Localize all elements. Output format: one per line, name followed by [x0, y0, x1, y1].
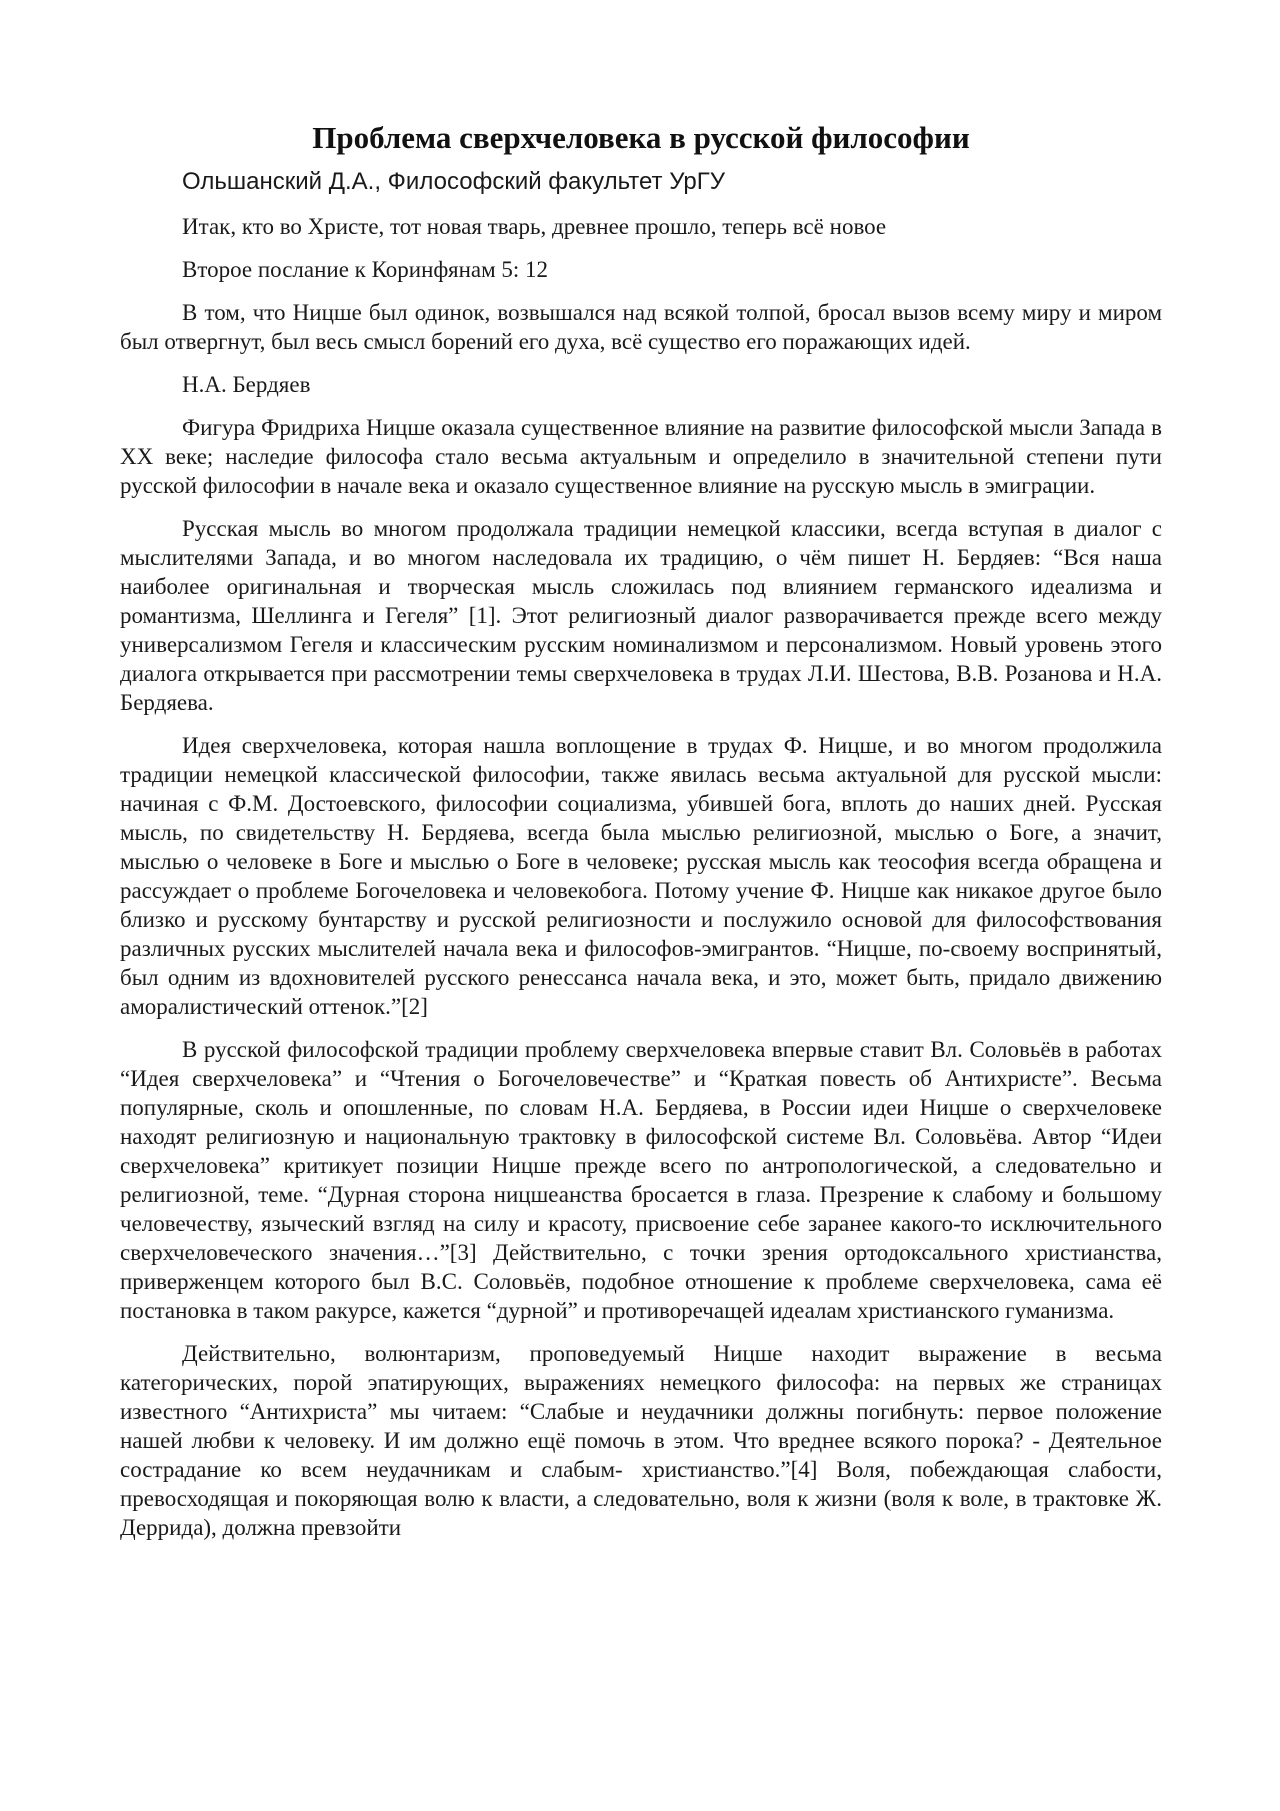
epigraph-quote-source: Н.А. Бердяев	[182, 372, 311, 397]
paragraph: Фигура Фридриха Ницше оказала существенное влияние на развитие философской мысли Запада в XX веке; наследие философа стало весьма актуальным и определило в значительной степени пути русской философии в начале века и оказало существенное влияние на русскую мысль в эмиграции.	[120, 415, 1162, 498]
epigraph-quote: В том, что Ницше был одинок, возвышался над всякой толпой, бросал вызов всему миру и миром был отвергнут, был весь смысл борений его духа, всё существо его поражающих идей.	[120, 300, 1162, 354]
paragraph: Действительно, волюнтаризм, проповедуемый Ницше находит выражение в весьма категорических, порой эпатирующих, выражениях немецкого философа: на первых же страницах известного “Антихриста” мы читаем: “Слабые и неудачники должны погибнуть: первое положение нашей любви к человеку. И им должно ещё помочь в этом. Что вреднее всякого порока? - Деятельное сострадание ко всем неудачникам и слабым- христианство.”[4] Воля, побеждающая слабости, превосходящая и покоряющая волю к власти, а следовательно, воля к жизни (воля к воле, в трактовке Ж. Деррида), должна превзойти	[120, 1341, 1162, 1540]
author-line: Ольшанский Д.А., Философский факультет УрГУ	[182, 168, 725, 195]
paragraph: В русской философской традиции проблему сверхчеловека впервые ставит Вл. Соловьёв в работах “Идея сверхчеловека” и “Чтения о Богочеловечестве” и “Краткая повесть об Антихристе”. Весьма популярные, сколь и опошленные, по словам Н.А. Бердяева, в России идеи Ницше о сверхчеловеке находят религиозную и национальную трактовку в философской системе Вл. Соловьёва. Автор “Идеи сверхчеловека” критикует позиции Ницше прежде всего по антропологической, а следовательно и религиозной, теме. “Дурная сторона ницшеанства бросается в глаза. Презрение к слабому и большому человечеству, языческий взгляд на силу и красоту, присвоение себе заранее какого-то исключительного сверхчеловеческого значения…”[3] Действительно, с точки зрения ортодоксального христианства, приверженцем которого был В.С. Соловьёв, подобное отношение к проблеме сверхчеловека, сама её постановка в таком ракурсе, кажется “дурной” и противоречащей идеалам христианского гуманизма.	[120, 1037, 1162, 1323]
epigraph-source: Второе послание к Коринфянам 5: 12	[182, 257, 549, 282]
epigraph-text: Итак, кто во Христе, тот новая тварь, древнее прошло, теперь всё новое	[182, 214, 887, 239]
document-title: Проблема сверхчеловека в русской философии	[312, 120, 970, 155]
document-body	[120, 116, 1162, 1556]
paragraph: Русская мысль во многом продолжала традиции немецкой классики, всегда вступая в диалог с мыслителями Запада, и во многом наследовала их традицию, о чём пишет Н. Бердяев: “Вся наша наиболее оригинальная и творческая мысль сложилась под влиянием германского идеализма и романтизма, Шеллинга и Гегеля” [1]. Этот религиозный диалог разворачивается прежде всего между универсализмом Гегеля и классическим русским номинализмом и персонализмом. Новый уровень этого диалога открывается при рассмотрении темы сверхчеловека в трудах Л.И. Шестова, В.В. Розанова и Н.А. Бердяева.	[120, 516, 1162, 715]
paragraph: Идея сверхчеловека, которая нашла воплощение в трудах Ф. Ницше, и во многом продолжила традиции немецкой классической философии, также явилась весьма актуальной для русской мысли: начиная с Ф.М. Достоевского, философии социализма, убившей бога, вплоть до наших дней. Русская мысль, по свидетельству Н. Бердяева, всегда была мыслью религиозной, мыслью о Боге, а значит, мыслью о человеке в Боге и мыслью о Боге в человеке; русская мысль как теософия всегда обращена и рассуждает о проблеме Богочеловека и человекобога. Потому учение Ф. Ницше как никакое другое было близко и русскому бунтарству и русской религиозности и послужило основой для философствования различных русских мыслителей начала века и философов-эмигрантов. “Ницше, по-своему воспринятый, был одним из вдохновителей русского ренессанса начала века, и это, может быть, придало движению аморалистический оттенок.”[2]	[120, 733, 1162, 1019]
